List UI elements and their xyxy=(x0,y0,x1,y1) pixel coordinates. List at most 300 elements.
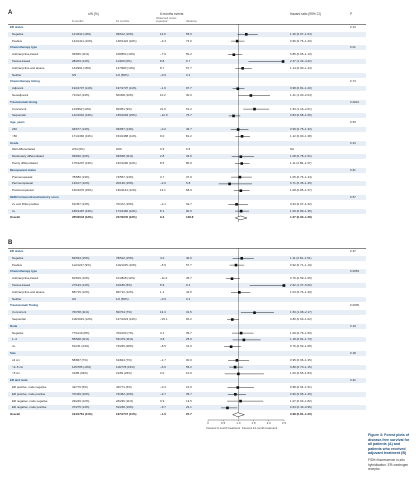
observed-minus-expected: 3·7 xyxy=(160,174,165,179)
header-p-value: P xyxy=(350,12,353,16)
hazard-ratio-ci: 2·47 (1·33–4·62) xyxy=(290,59,312,63)
observed-minus-expected: −0·6 xyxy=(160,296,166,301)
section-header-row xyxy=(8,351,366,356)
hazard-ratio-ci: 1·11 (0·89–1·37) xyxy=(290,161,312,165)
p-value: 0·01 xyxy=(350,45,356,50)
variance: 90·5 xyxy=(186,208,192,213)
section-header-row xyxy=(8,303,366,308)
n-12-months: 78/522 (15%) xyxy=(116,255,134,260)
hazard-ratio-point xyxy=(237,128,240,131)
n-12-months: 11/200 (6%) xyxy=(116,59,132,63)
variance: 73·0 xyxy=(186,38,192,43)
hazard-ratio-point xyxy=(236,87,239,90)
table-row xyxy=(8,371,366,376)
n-6-months: 93/845 (11%) xyxy=(72,52,90,57)
variance: 10·9 xyxy=(186,371,192,376)
n-12-months: 247/2045 (12%) xyxy=(116,215,137,220)
n-6-months: 0/2 xyxy=(72,296,77,301)
n-12-months: 197/1747 (11%) xyxy=(116,412,137,417)
hazard-ratio-ci: 0·64 (0·43–0·96) xyxy=(290,405,312,410)
observed-minus-expected: 3·1 xyxy=(160,330,165,335)
row-label: 1–3 xyxy=(12,337,17,342)
n-6-months: 58/867 (7%) xyxy=(72,357,88,362)
hazard-ratio-ci: 0·98 (0·81–1·20) xyxy=(290,86,312,91)
row-label: Neoadjuvant xyxy=(12,93,29,97)
hazard-ratio-point xyxy=(236,386,239,389)
p-value: 0·13 xyxy=(350,25,356,29)
variance: 97·7 xyxy=(186,86,192,91)
hazard-ratio-point xyxy=(240,257,243,260)
variance: 9·2 xyxy=(186,283,191,287)
table-row xyxy=(8,107,366,112)
variance: 0·2 xyxy=(186,72,191,77)
table-row xyxy=(8,290,366,295)
hazard-ratio-point xyxy=(239,400,242,403)
variance: 76·7 xyxy=(186,113,192,118)
n-6-months: 86/715 (12%) xyxy=(72,289,90,294)
variance: 30·0 xyxy=(186,357,192,362)
n-6-months: 78/580 (13%) xyxy=(72,174,90,179)
n-6-months: 123/952 (13%) xyxy=(72,106,91,111)
variance: 31·0 xyxy=(186,344,192,349)
p-value: 0·18 xyxy=(350,351,356,355)
hazard-ratio-point xyxy=(240,162,243,165)
observed-minus-expected: −0·2 xyxy=(160,127,166,131)
row-label: ER status xyxy=(10,25,24,29)
n-12-months: 0/29 xyxy=(116,147,122,152)
row-label: Adjuvant xyxy=(12,86,24,91)
row-label: Chemotherapy timing xyxy=(10,79,40,84)
n-12-months: 147/1023 (14%) xyxy=(116,317,137,321)
row-label: Concurrent xyxy=(12,106,27,111)
p-value: 0·57 xyxy=(350,195,356,199)
table-row xyxy=(8,181,366,186)
n-12-months: 50/308 (16%) xyxy=(116,93,134,97)
hazard-ratio-ci: 1·07 (0·63–1·82) xyxy=(290,398,312,403)
variance: 37·9 xyxy=(186,174,192,179)
p-value: 0·0005 xyxy=(350,303,360,308)
hazard-ratio-ci: 0·90 (0·65–1·25) xyxy=(290,391,312,396)
row-label: Sequential xyxy=(12,317,26,321)
n-12-months: 197/1737 (11%) xyxy=(116,86,137,91)
header-observed-minus-expected: Observed minus expected xyxy=(156,16,177,23)
variance: 97·7 xyxy=(186,412,192,417)
section-header-row xyxy=(8,79,366,84)
variance: 40·0 xyxy=(186,255,192,260)
x-tick-label: 2·5 xyxy=(281,421,287,425)
observed-minus-expected: 0·0 xyxy=(160,371,165,376)
row-label: Positive xyxy=(12,38,23,43)
observed-minus-expected: 8·8 xyxy=(160,59,165,63)
table-row xyxy=(8,154,366,159)
n-12-months: 119/1225 (10%) xyxy=(116,262,137,267)
observed-minus-expected: 13·1 xyxy=(160,188,166,193)
observed-minus-expected: −15·1 xyxy=(160,317,168,321)
observed-minus-expected: 0·9 xyxy=(160,398,165,403)
hazard-ratio-ci: NA xyxy=(290,147,295,152)
section-header-row xyxy=(8,25,366,30)
row-label: Neither xyxy=(12,72,22,77)
variance: 42·5 xyxy=(186,289,192,294)
row-label: Negative xyxy=(12,31,24,36)
variance: 68·9 xyxy=(186,188,192,193)
table-row xyxy=(8,331,366,336)
table-row xyxy=(8,310,366,315)
n-12-months: 93/657 (14%) xyxy=(116,127,134,131)
x-tick-label: 0 xyxy=(207,421,209,425)
forest-panel-a xyxy=(8,10,366,234)
table-row xyxy=(8,392,366,397)
row-label: 2+ and FISH-positive xyxy=(12,201,40,206)
observed-minus-expected: 8·5 xyxy=(160,161,165,165)
variance: 128·8 xyxy=(186,215,194,220)
row-label: Overall xyxy=(10,215,20,220)
n-12-months: 101/828 (12%) xyxy=(116,276,135,281)
observed-minus-expected: −1·6 xyxy=(160,86,166,91)
hazard-ratio-point xyxy=(228,183,231,186)
row-label: Concurrent xyxy=(12,310,27,315)
hazard-ratio-ci: 1·08 (0·78–1·51) xyxy=(290,154,312,159)
hazard-ratio-ci: 1·14 (0·90–1·44) xyxy=(290,65,312,70)
variance: 45·7 xyxy=(186,276,192,281)
observed-minus-expected: −1·6 xyxy=(160,412,166,417)
observed-minus-expected: 2·8 xyxy=(160,154,165,159)
row-label: >5 cm xyxy=(12,371,20,376)
n-12-months: 127/983 (13%) xyxy=(116,65,135,70)
n-6-months: 94/677 (14%) xyxy=(72,127,90,131)
observed-minus-expected: 10·2 xyxy=(160,93,166,97)
variance: 0·2 xyxy=(186,296,191,301)
hazard-ratio-ci: 0·79 (0·59–1·05) xyxy=(290,276,312,281)
n-12-months: 82/951 (9%) xyxy=(116,106,132,111)
section-header-row xyxy=(8,45,366,50)
variance: 13·5 xyxy=(186,398,192,403)
p-value: 0·37 xyxy=(350,249,356,253)
observed-minus-expected: −7·9 xyxy=(160,52,166,57)
figure-caption xyxy=(368,433,414,472)
hazard-ratio-point xyxy=(253,108,256,111)
n-12-months: 173/1460 (12%) xyxy=(116,208,137,213)
variance: 57·7 xyxy=(186,262,192,267)
n-6-months: 13/107 (12%) xyxy=(72,181,90,186)
section-header-row xyxy=(8,141,366,146)
n-6-months: 112/1227 (9%) xyxy=(72,262,91,267)
hazard-ratio-point xyxy=(241,67,244,70)
x-tick-label: 1·5 xyxy=(251,421,256,425)
table-row xyxy=(8,209,366,214)
hazard-ratio-point xyxy=(283,284,286,287)
table-row xyxy=(8,59,366,64)
caption-title: Figure 3: Forest plots of disease-free survival for all patients (A) and patients who received adjuvant treatment (B) xyxy=(368,433,410,456)
n-12-months: 51/268 (19%) xyxy=(116,405,134,410)
header-n-percent: n/N (%) xyxy=(88,12,99,16)
row-label: ER positive, node negative xyxy=(12,385,47,389)
n-12-months: 116/778 (15%) xyxy=(116,364,135,369)
table-row xyxy=(8,52,366,57)
n-12-months: 136/1144 (12%) xyxy=(116,188,137,193)
header-6-months: 6 months xyxy=(72,19,84,23)
table-row xyxy=(8,86,366,91)
n-6-months: 171/1366 (13%) xyxy=(72,133,93,138)
row-label: Chemotherapy type xyxy=(10,269,37,274)
n-6-months: 2/34 (6%) xyxy=(72,147,85,152)
table-row xyxy=(8,66,366,71)
n-6-months: 121/632 (19%) xyxy=(72,31,91,36)
n-6-months: 144/1411 (10%) xyxy=(72,38,93,43)
hazard-ratio-ci: 1·05 (0·76–1·44) xyxy=(290,174,312,179)
observed-minus-expected: 13·4 xyxy=(160,310,166,315)
overall-diamond xyxy=(235,216,247,220)
row-label: ≤2 cm xyxy=(12,357,20,362)
row-label: Postmenopausal xyxy=(12,188,34,193)
table-row xyxy=(8,358,366,363)
row-label: ER and node xyxy=(10,378,28,383)
row-label: Trastuzumab Timing xyxy=(10,303,39,308)
table-row xyxy=(8,263,366,268)
table-row xyxy=(8,175,366,180)
n-6-months: 160/1070 (15%) xyxy=(72,188,93,193)
hazard-ratio-ci: 1·53 (1·08–2·17) xyxy=(290,310,312,315)
hazard-ratio-point xyxy=(232,115,235,118)
hazard-ratio-point xyxy=(240,332,243,335)
n-6-months: 28/203 (14%) xyxy=(72,59,90,63)
n-12-months: 61/824 (7%) xyxy=(116,357,132,362)
x-tick-label: 0·5 xyxy=(221,421,226,425)
table-row xyxy=(8,73,366,78)
p-value: 0·0053 xyxy=(350,269,360,274)
row-label: 4+ xyxy=(12,344,16,349)
hazard-ratio-point xyxy=(238,291,241,294)
n-6-months: 71/312 (23%) xyxy=(72,93,90,97)
row-label: ER status xyxy=(10,249,24,253)
row-label: Sequential xyxy=(12,113,26,118)
row-label: Menopausal status xyxy=(10,167,37,172)
hazard-ratio-ci: 1·41 (1·00–2·04) xyxy=(290,93,312,97)
variance: 35·7 xyxy=(186,391,192,396)
p-value: 0·42 xyxy=(350,378,356,383)
table-row xyxy=(8,297,366,302)
row-label: Node xyxy=(10,323,18,328)
hazard-ratio-point xyxy=(241,135,244,138)
hazard-ratio-point xyxy=(226,407,229,410)
hazard-ratio-point xyxy=(236,40,239,43)
hazard-ratio-point xyxy=(240,189,243,192)
hazard-ratio-ci: 1·18 (0·81–1·73) xyxy=(290,337,312,342)
n-12-months: 69/638 (11%) xyxy=(116,154,134,159)
variance: 21·6 xyxy=(186,385,192,389)
row-label: Overall xyxy=(10,412,20,417)
n-12-months: 99/612 (16%) xyxy=(116,31,134,36)
hazard-ratio-point xyxy=(237,373,240,376)
observed-minus-expected: −2·0 xyxy=(160,181,166,186)
row-label: Negative xyxy=(12,330,24,335)
n-6-months: 61/457 (13%) xyxy=(72,201,90,206)
hazard-ratio-point xyxy=(282,60,285,63)
observed-minus-expected: 1·1 xyxy=(160,289,165,294)
p-value: 0·44 xyxy=(350,140,356,145)
observed-minus-expected: 21·0 xyxy=(160,106,166,111)
hazard-ratio-point xyxy=(250,94,253,97)
table-row xyxy=(8,113,366,118)
variance: 80·9 xyxy=(186,161,192,165)
n-6-months: 144/991 (15%) xyxy=(72,65,91,70)
row-label: ≤50 xyxy=(12,127,17,131)
row-label: Poorly differentiated xyxy=(12,161,38,165)
observed-minus-expected: −0·4 xyxy=(160,385,166,389)
row-label: ER negative, node negative xyxy=(12,398,48,403)
n-12-months: 1/2 (50%) xyxy=(116,296,129,301)
hazard-ratio-ci: 0·71 (0·35–1·45) xyxy=(290,181,312,186)
hazard-ratio-ci: 0·98 (0·81–1·20) xyxy=(290,412,312,417)
forest-plot-b xyxy=(206,248,286,474)
n-12-months: 84/712 (12%) xyxy=(116,289,134,294)
hazard-ratio-ci: 1·03 (0·76–1·39) xyxy=(290,289,312,294)
panel-letter-b: B xyxy=(8,240,13,246)
x-tick-label: 1·0 xyxy=(236,421,241,425)
n-6-months: 51/211 (24%) xyxy=(72,344,90,349)
observed-minus-expected: −6·6 xyxy=(160,364,166,369)
p-value: 0·53 xyxy=(350,120,356,125)
observed-minus-expected: 9·3 xyxy=(160,215,165,220)
n-12-months: 74/557 (13%) xyxy=(116,174,134,179)
p-value: 0·0001 xyxy=(350,99,360,104)
n-6-months: 81/819 (10%) xyxy=(72,276,90,281)
n-6-months: 265/2043 (13%) xyxy=(72,215,93,220)
n-6-months: 105/785 (13%) xyxy=(72,364,91,369)
n-12-months: 53/479 (11%) xyxy=(116,337,134,342)
hazard-ratio-ci: 0·89 (0·70–1·15) xyxy=(290,364,312,369)
table-row xyxy=(8,317,366,322)
row-label: Taxane-based xyxy=(12,59,31,63)
table-row xyxy=(8,188,366,193)
hazard-ratio-ci: 0·99 (0·75–1·33) xyxy=(290,127,312,131)
row-label: Positive xyxy=(12,262,23,267)
variance: 66·2 xyxy=(186,317,192,321)
variance: 32·7 xyxy=(186,201,192,206)
n-12-months: 43/771 (6%) xyxy=(116,385,132,389)
n-12-months: 165/1093 (15%) xyxy=(116,113,137,118)
n-6-months: 194/1737 (11%) xyxy=(72,86,93,91)
hazard-ratio-ci: 1·00 (0·55–1·84) xyxy=(290,371,312,376)
observed-minus-expected: 12·6 xyxy=(160,31,166,36)
row-label: Perimenopausal xyxy=(12,181,33,186)
section-header-row xyxy=(8,195,366,200)
hazard-ratio-ci: 0·85 (0·65–1·13) xyxy=(290,52,312,57)
p-value: 0·19 xyxy=(350,323,356,328)
n-6-months: 194/1761 (11%) xyxy=(72,412,93,417)
p-value: 0·61 xyxy=(350,167,356,172)
n-6-months: 175/1297 (13%) xyxy=(72,161,93,165)
observed-minus-expected: 4·8 xyxy=(160,337,165,342)
hazard-ratio-point xyxy=(240,155,243,158)
hazard-ratio-ci: 0·80 (0·63–1·02) xyxy=(290,317,312,321)
table-row xyxy=(8,202,366,207)
row-label: Premenopausal xyxy=(12,174,33,179)
hazard-ratio-ci: 2·62 (1·37–5·00) xyxy=(290,283,312,287)
hazard-ratio-ci: 0·84 (0·68–1·06) xyxy=(290,113,312,118)
row-label: HER2 immunohistochemistry score xyxy=(10,195,59,199)
row-label: >2–5 cm xyxy=(12,364,24,369)
hazard-ratio-point xyxy=(236,359,239,362)
forest-panel-b xyxy=(8,240,366,480)
variance: 31·5 xyxy=(186,310,192,315)
table-row xyxy=(8,385,366,390)
n-6-months: 55/508 (11%) xyxy=(72,337,90,342)
section-header-row xyxy=(8,378,366,383)
row-label: Size xyxy=(10,351,16,355)
n-12-months: 1/2 (50%) xyxy=(116,72,129,77)
section-header-row xyxy=(8,269,366,274)
variance: 36·7 xyxy=(186,330,192,335)
table-row xyxy=(8,283,366,288)
variance: 51·2 xyxy=(186,106,192,111)
n-12-months: 70/1003 (7%) xyxy=(116,330,134,335)
n-12-months: 74/265 (28%) xyxy=(116,344,134,349)
row-label: Chemotherapy type xyxy=(10,45,37,50)
hazard-ratio-ci: 1·26 (0·97–1·64) xyxy=(290,31,312,36)
row-label: Negative xyxy=(12,255,24,260)
row-label: ER negative, node positive xyxy=(12,405,47,410)
variance: 5·8 xyxy=(186,181,191,186)
hazard-ratio-point xyxy=(234,393,237,396)
variance: 67·7 xyxy=(186,65,192,70)
hazard-ratio-ci: 0·94 (0·67–1·32) xyxy=(290,201,312,206)
n-6-months: 142/1091 (13%) xyxy=(72,113,93,118)
n-6-months: 70/449 (16%) xyxy=(72,391,90,396)
panel-letter-a: A xyxy=(8,10,13,16)
table-row xyxy=(8,365,366,370)
row-label: >50 xyxy=(12,133,17,138)
hazard-ratio-ci: 1·09 (0·89–1·35) xyxy=(290,208,312,213)
table-row xyxy=(8,127,366,132)
hazard-ratio-ci: 0·98 (0·64–1·51) xyxy=(290,385,312,389)
observed-minus-expected: −3·7 xyxy=(160,391,166,396)
favours-12-month-label: Favours 12-month treatment xyxy=(242,426,278,430)
hazard-ratio-point xyxy=(234,366,237,369)
table-row xyxy=(8,134,366,139)
table-row xyxy=(8,337,366,342)
variance: 55·0 xyxy=(186,31,192,36)
overall-diamond xyxy=(233,413,245,417)
hazard-ratio-ci: 0·96 (0·76–1·20) xyxy=(290,38,312,43)
row-label: Anthracycline and taxane xyxy=(12,65,45,70)
n-6-months: 77/1019 (8%) xyxy=(72,330,90,335)
n-6-months: 37/275 (13%) xyxy=(72,405,90,410)
row-label: ER positive, node positive xyxy=(12,391,46,396)
row-label: Anthracycline-based xyxy=(12,52,39,57)
favours-6-month-label: Favours 6-month treatment xyxy=(206,426,241,430)
n-6-months: 0/3 xyxy=(72,72,77,77)
observed-minus-expected: 8·9 xyxy=(160,283,165,287)
observed-minus-expected: −11·0 xyxy=(160,276,168,281)
variance: 0·5 xyxy=(186,147,191,152)
table-row xyxy=(8,276,366,281)
row-label: Neither xyxy=(12,296,22,301)
table-row xyxy=(8,256,366,261)
observed-minus-expected: −1·7 xyxy=(160,357,166,362)
observed-minus-expected: 8·1 xyxy=(160,208,165,213)
variance: 22·1 xyxy=(186,405,192,410)
section-header-row xyxy=(8,249,366,254)
variance: 25·9 xyxy=(186,337,192,342)
hazard-ratio-point xyxy=(231,318,234,321)
row-label: Moderately differentiated xyxy=(12,154,44,159)
variance: 30·0 xyxy=(186,93,192,97)
p-value: 0·74 xyxy=(350,79,356,84)
header-variance: Variance xyxy=(186,19,197,23)
forest-plot-a xyxy=(206,24,286,234)
caption-note: FISH=fluorescence in-situ hybridisation. ER=oestrogen receptor. xyxy=(368,457,409,472)
